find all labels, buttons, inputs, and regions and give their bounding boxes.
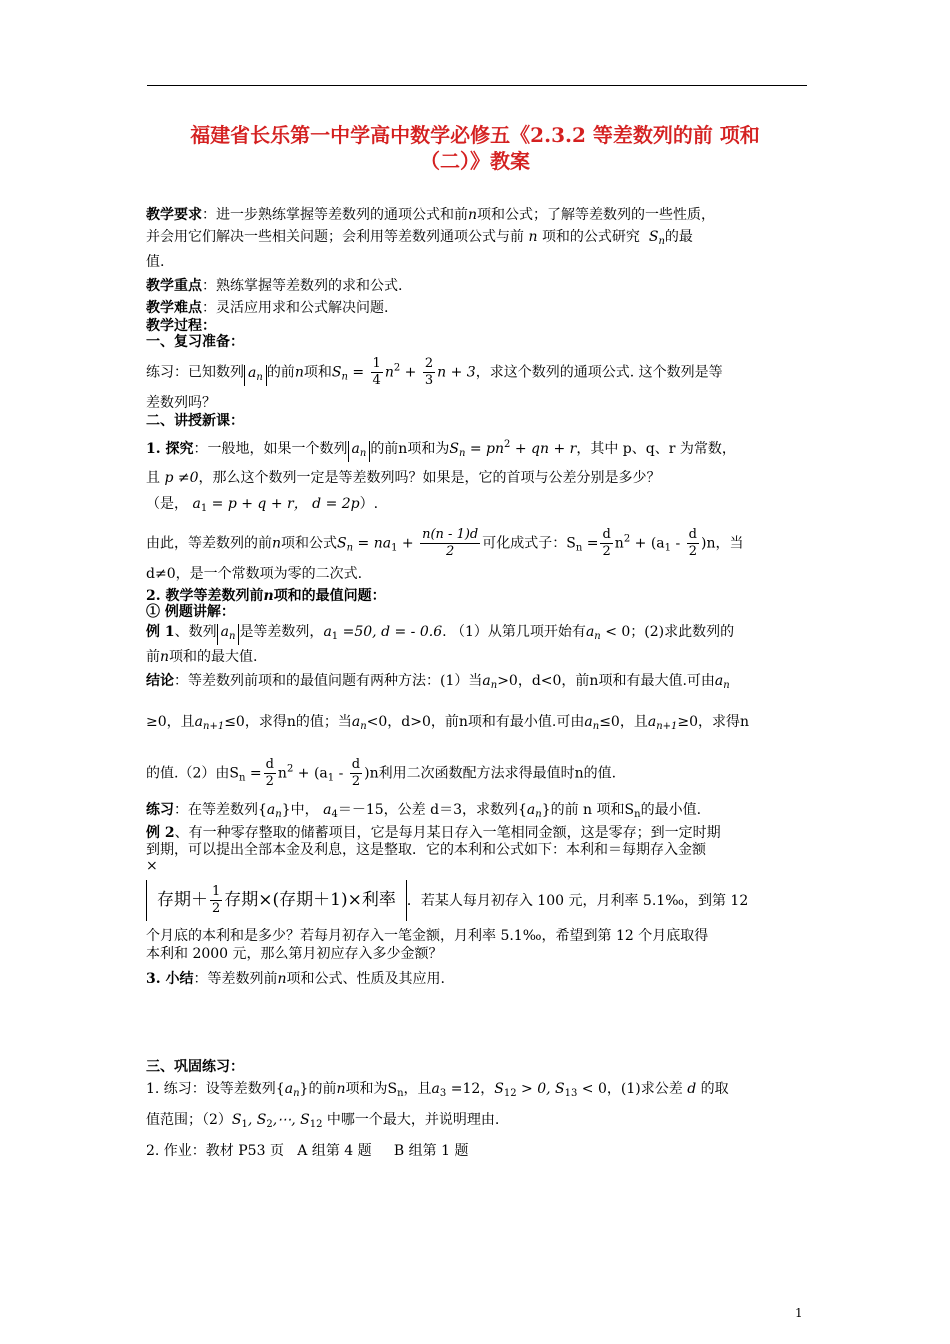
- explore-line-2: 且 p ≠0，那么这个数列一定是等差数列吗？如果是，它的首项与公差分别是多少？: [146, 470, 661, 486]
- example-2-line-6: 本利和 2000 元，那么第月初应存入多少金额？: [146, 946, 443, 962]
- example-2-line-2: 到期，可以提出全部本金及利息，这是整取．它的本利和公式如下：本利和＝每期存入金额: [146, 842, 706, 858]
- new-lesson-heading: 二、讲授新课：: [146, 413, 244, 429]
- conclusion-line-3: 的值.（2）由$S_n$ = $\frac{d}{2}$ $n^2 + (a_1$ - $\frac{d}{2}$ )n利用二次函数配方法求得最值时n的值.: [146, 757, 617, 789]
- example-2-formula: 存期＋ $\frac{1}{2}$ 存期×(存期＋1)×利率 ．若某人每月初存入 100 元，月利率 5.1‰，到第 12: [146, 880, 808, 921]
- requirements-line-2: 并会用它们解决一些相关问题；会利用等差数列通项公式与前 n 项和的公式研究 $S_n$的最: [146, 229, 693, 247]
- hence-line-2: d≠0，是一个常数项为零的二次式.: [146, 566, 363, 582]
- explore-answer: （是， $a_1 = p + q + r$， d = 2p）.: [146, 496, 379, 514]
- homework: 2. 作业：教材 P53 页 A 组第 4 题 B 组第 1 题: [146, 1143, 469, 1159]
- practice: 练习：在等差数列$\{a_n\}$中， $a_4=-15$，公差 d＝3，求数列$\{a_n\}$的前 n 项和$S_n$的最小值.: [146, 802, 702, 820]
- requirements-line-3: 值.: [146, 254, 165, 270]
- consolidation-line-1: 1. 练习：设等差数列$\{a_n\}$的前n项和为$S_n$，且$a_3 =12$，$S_{12} > 0$, $S_{13} < 0$，(1)求公差 d 的取: [146, 1081, 729, 1099]
- review-exercise-line-2: 差数列吗？: [146, 395, 216, 411]
- document-title: [140, 122, 810, 174]
- difficulty: 教学难点：灵活应用求和公式解决问题.: [146, 300, 389, 316]
- summary: 3. 小结：等差数列前n项和公式、性质及其应用.: [146, 971, 445, 987]
- key-point: 教学重点：熟练掌握等差数列的求和公式.: [146, 278, 403, 294]
- consolidation-line-2: 值范围；$(2)S_1$, $S_2,\cdots$, $S_{12}$ 中哪一个最大，并说明理由.: [146, 1112, 500, 1130]
- conclusion-line-1: 结论：等差数列前项和的最值问题有两种方法：(1）当$a_n>0$，d<0，前n项和有最大值.可由$a_n$: [146, 673, 730, 691]
- example-2-line-5: 个月底的本利和是多少？若每月初存入一笔金额，月利率 5.1‰，希望到第 12 个月底取得: [146, 928, 709, 944]
- document-body: [146, 205, 808, 1161]
- example-2-line-1: 例 2、有一种零存整取的储蓄项目，它是每月某日存入一笔相同金额，这是零存；到一定时期: [146, 825, 721, 841]
- conclusion-line-2: ≥0，且$a_{n+1}\le 0$，求得n的值；当$a_n<0$，d>0，前n项和有最小值.可由$a_n\le 0$，且$a_{n+1}\ge 0$，求得n: [146, 714, 750, 732]
- process-heading: 教学过程：: [146, 318, 216, 334]
- review-heading: 一、复习准备：: [146, 334, 244, 350]
- title-line-1: 福建省长乐第一中学高中数学必修五《2.3.2 等差数列的前 项和: [190, 123, 760, 147]
- example-1-line-1: 例 1、数列 $a_n$ 是等差数列，$a_1 =50$, d = - 0.6. （1）从第几项开始有$a_n < 0$；(2)求此数列的: [146, 622, 808, 647]
- example-1-line-2: 前n项和的最大值.: [146, 649, 258, 665]
- review-exercise-line-1: 练习：已知数列 $a_n$ 的前n项和$S_n$ = $\frac{1}{4}$ $n^2$ + $\frac{2}{3}$ n + 3，求这个数列的通项公式. 这个数列是等: [146, 356, 723, 388]
- header-rule: [147, 85, 807, 86]
- title-line-2: （二）》教案: [420, 149, 530, 173]
- requirements-line-1: 教学要求：进一步熟练掌握等差数列的通项公式和前n项和公式；了解等差数列的一些性质，: [146, 207, 716, 223]
- hence-line-1: 由此，等差数列的前n项和公式$S_n = na_1$ + $\frac{n(n - 1)d}{2}$ 可化成式子：$S_n$ = $\frac{d}{2}$ $n^2 + (a_1$ - $\frac{d}{2}$ )n，当: [146, 527, 744, 559]
- example-2-line-3: ×: [146, 858, 158, 874]
- page-number: 1: [795, 1306, 803, 1320]
- max-value-heading: 2. 教学等差数列前n项和的最值问题：: [146, 588, 386, 604]
- explore-line-1: 1. 探究：一般地，如果一个数列 $a_n$ 的前n项和为$S_n = pn^2$ + qn + r，其中 p、q、r 为常数，: [146, 435, 808, 464]
- examples-heading: ① 例题讲解：: [146, 604, 235, 620]
- consolidation-heading: 三、巩固练习：: [146, 1059, 244, 1075]
